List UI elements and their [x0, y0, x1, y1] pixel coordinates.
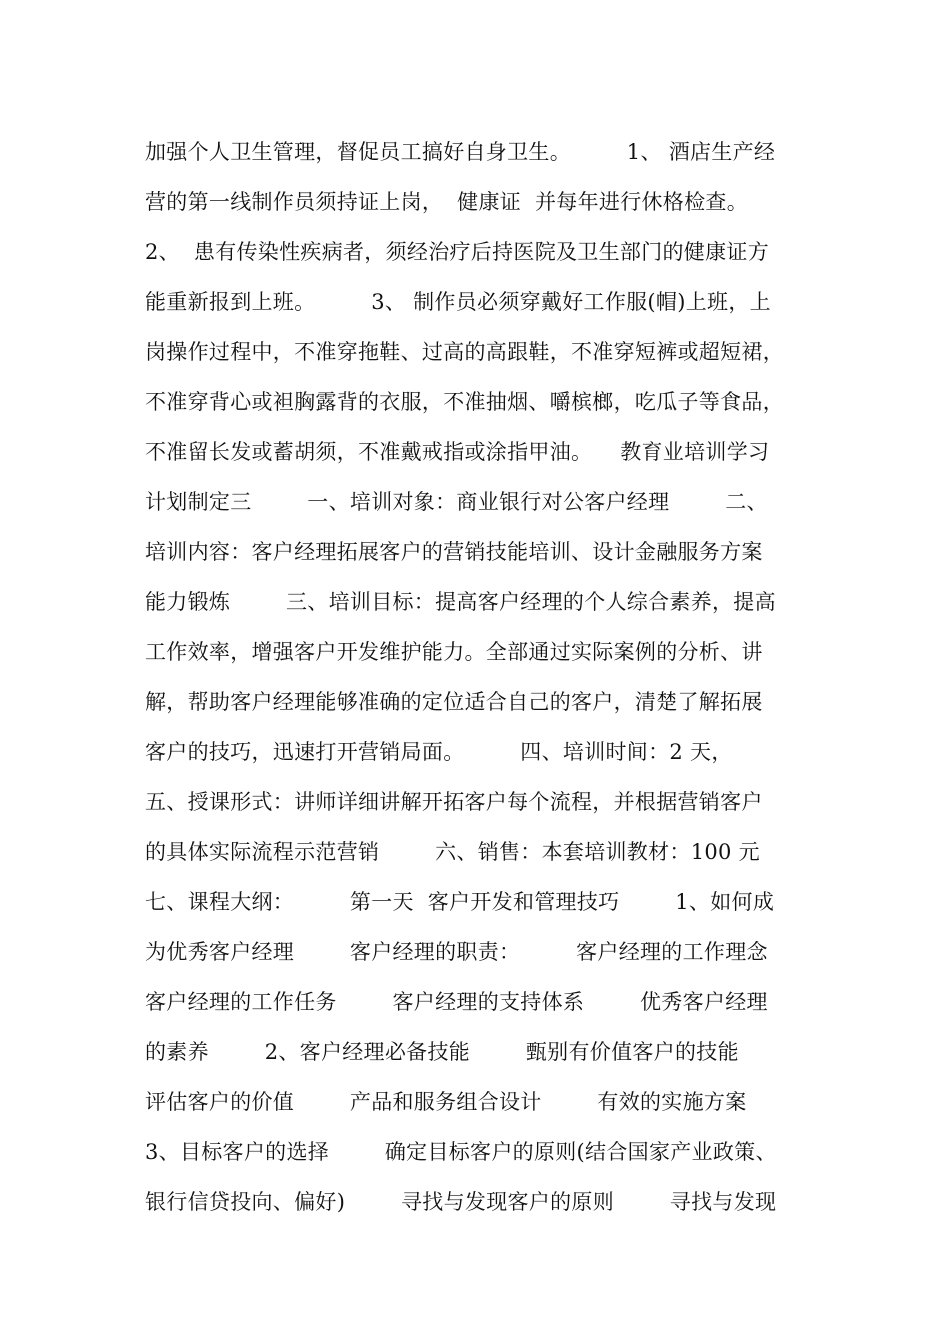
text-line: 培训内容：客户经理拓展客户的营销技能培训、设计金融服务方案: [145, 540, 763, 564]
text-line: 七、课程大纲： 第一天 客户开发和管理技巧 1、如何成: [145, 890, 775, 914]
text-line: 2、 患有传染性疾病者，须经治疗后持医院及卫生部门的健康证方: [145, 240, 770, 264]
text-line: 客户的技巧，迅速打开营销局面。 四、培训时间：2 天，: [145, 740, 733, 764]
text-line: 为优秀客户经理 客户经理的职责： 客户经理的工作理念: [145, 940, 768, 964]
text-line: 解，帮助客户经理能够准确的定位适合自己的客户，清楚了解拓展: [145, 690, 763, 714]
text-line: 能重新报到上班。 3、 制作员必须穿戴好工作服(帽)上班，上: [145, 290, 771, 314]
text-line: 岗操作过程中，不准穿拖鞋、过高的高跟鞋，不准穿短裤或超短裙，: [145, 340, 784, 364]
text-line: 计划制定三 一、培训对象：商业银行对公客户经理 二、: [145, 490, 768, 514]
text-line: 不准穿背心或袒胸露背的衣服，不准抽烟、嚼槟榔，吃瓜子等食品，: [145, 390, 784, 414]
text-line: 客户经理的工作任务 客户经理的支持体系 优秀客户经理: [145, 990, 768, 1014]
body-text: [145, 132, 810, 1232]
text-line: 五、授课形式：讲师详细讲解开拓客户每个流程，并根据营销客户: [145, 790, 763, 814]
text-line: 不准留长发或蓄胡须，不准戴戒指或涂指甲油。 教育业培训学习: [145, 440, 770, 464]
text-line: 评估客户的价值 产品和服务组合设计 有效的实施方案: [145, 1090, 747, 1114]
text-line: 的具体实际流程示范营销 六、销售：本套培训教材：100 元: [145, 840, 760, 864]
text-line: 银行信贷投向、偏好) 寻找与发现客户的原则 寻找与发现: [145, 1190, 777, 1214]
text-line: 加强个人卫生管理，督促员工搞好自身卫生。 1、 酒店生产经: [145, 140, 776, 164]
text-line: 营的第一线制作员须持证上岗， 健康证 并每年进行休格检查。: [145, 190, 748, 214]
text-line: 3、目标客户的选择 确定目标客户的原则(结合国家产业政策、: [145, 1140, 777, 1164]
text-line: 能力锻炼 三、培训目标：提高客户经理的个人综合素养，提高: [145, 590, 776, 614]
text-line: 的素养 2、客户经理必备技能 甄别有价值客户的技能: [145, 1040, 739, 1064]
text-line: 工作效率，增强客户开发维护能力。全部通过实际案例的分析、讲: [145, 640, 763, 664]
